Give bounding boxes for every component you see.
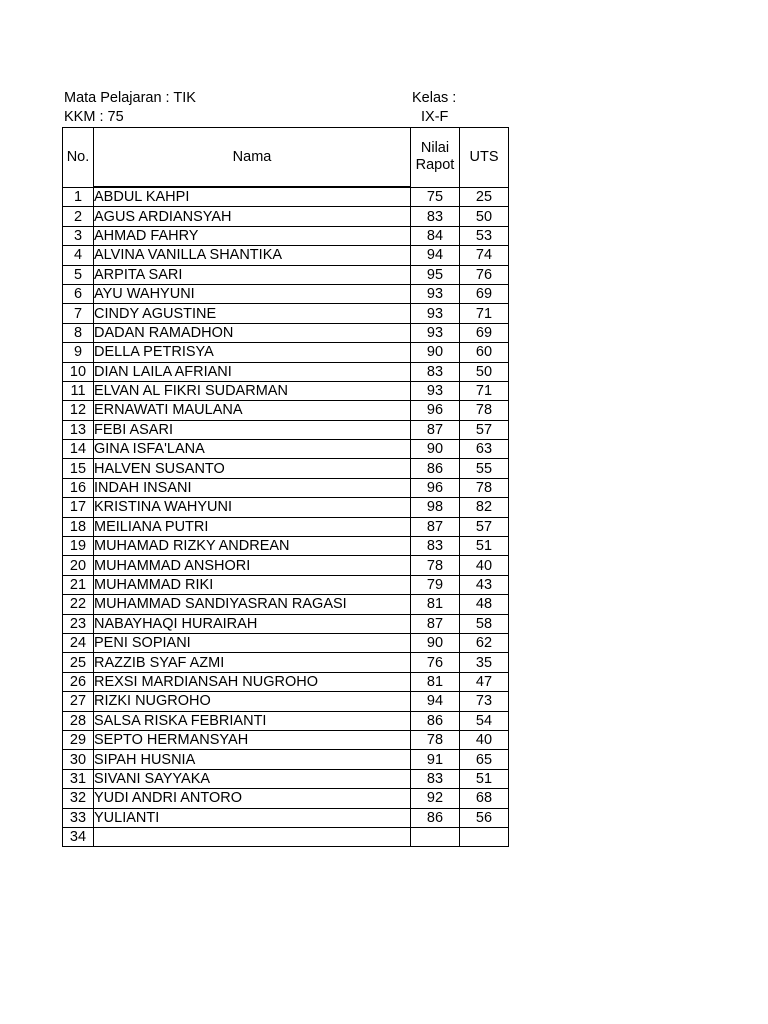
cell-no: 30 bbox=[63, 750, 94, 769]
cell-no: 19 bbox=[63, 537, 94, 556]
cell-rapot bbox=[411, 827, 460, 846]
cell-no: 32 bbox=[63, 789, 94, 808]
cell-uts: 73 bbox=[460, 692, 509, 711]
cell-name: NABAYHAQI HURAIRAH bbox=[94, 614, 411, 633]
cell-uts: 58 bbox=[460, 614, 509, 633]
cell-no: 25 bbox=[63, 653, 94, 672]
cell-rapot: 93 bbox=[411, 304, 460, 323]
cell-rapot: 83 bbox=[411, 537, 460, 556]
cell-name: MUHAMMAD RIKI bbox=[94, 575, 411, 594]
table-row bbox=[63, 207, 509, 226]
cell-name: DIAN LAILA AFRIANI bbox=[94, 362, 411, 381]
cell-rapot: 87 bbox=[411, 517, 460, 536]
cell-uts: 50 bbox=[460, 362, 509, 381]
table-row bbox=[63, 284, 509, 303]
cell-name: PENI SOPIANI bbox=[94, 633, 411, 652]
cell-name: AGUS ARDIANSYAH bbox=[94, 207, 411, 226]
cell-rapot: 79 bbox=[411, 575, 460, 594]
cell-name: YULIANTI bbox=[94, 808, 411, 827]
cell-no: 31 bbox=[63, 769, 94, 788]
table-row bbox=[63, 362, 509, 381]
cell-rapot: 90 bbox=[411, 633, 460, 652]
cell-no: 12 bbox=[63, 401, 94, 420]
cell-uts: 54 bbox=[460, 711, 509, 730]
table-row bbox=[63, 750, 509, 769]
table-row bbox=[63, 595, 509, 614]
cell-no: 20 bbox=[63, 556, 94, 575]
cell-name bbox=[94, 827, 411, 846]
grades-table bbox=[62, 127, 509, 847]
cell-uts: 57 bbox=[460, 517, 509, 536]
table-row bbox=[63, 517, 509, 536]
cell-no: 7 bbox=[63, 304, 94, 323]
cell-name: HALVEN SUSANTO bbox=[94, 459, 411, 478]
table-row bbox=[63, 401, 509, 420]
cell-name: ARPITA SARI bbox=[94, 265, 411, 284]
class-label: Kelas : bbox=[412, 90, 457, 106]
cell-uts: 47 bbox=[460, 672, 509, 691]
cell-uts: 53 bbox=[460, 226, 509, 245]
table-row bbox=[63, 323, 509, 342]
table-row bbox=[63, 478, 509, 497]
cell-uts: 69 bbox=[460, 284, 509, 303]
cell-no: 34 bbox=[63, 827, 94, 846]
cell-no: 24 bbox=[63, 633, 94, 652]
cell-no: 33 bbox=[63, 808, 94, 827]
cell-rapot: 96 bbox=[411, 401, 460, 420]
cell-no: 17 bbox=[63, 498, 94, 517]
cell-name: ERNAWATI MAULANA bbox=[94, 401, 411, 420]
table-row bbox=[63, 672, 509, 691]
cell-rapot: 92 bbox=[411, 789, 460, 808]
cell-no: 26 bbox=[63, 672, 94, 691]
cell-rapot: 94 bbox=[411, 692, 460, 711]
cell-no: 21 bbox=[63, 575, 94, 594]
cell-uts: 78 bbox=[460, 478, 509, 497]
cell-uts: 78 bbox=[460, 401, 509, 420]
table-row bbox=[63, 556, 509, 575]
cell-uts: 56 bbox=[460, 808, 509, 827]
table-row bbox=[63, 575, 509, 594]
cell-no: 8 bbox=[63, 323, 94, 342]
cell-uts: 82 bbox=[460, 498, 509, 517]
cell-rapot: 86 bbox=[411, 808, 460, 827]
table-row bbox=[63, 614, 509, 633]
cell-rapot: 93 bbox=[411, 381, 460, 400]
table-row bbox=[63, 653, 509, 672]
cell-rapot: 83 bbox=[411, 362, 460, 381]
cell-no: 9 bbox=[63, 343, 94, 362]
cell-uts: 50 bbox=[460, 207, 509, 226]
cell-rapot: 95 bbox=[411, 265, 460, 284]
cell-uts: 40 bbox=[460, 556, 509, 575]
cell-rapot: 75 bbox=[411, 187, 460, 207]
cell-uts: 48 bbox=[460, 595, 509, 614]
cell-name: MUHAMMAD SANDIYASRAN RAGASI bbox=[94, 595, 411, 614]
cell-name: SIPAH HUSNIA bbox=[94, 750, 411, 769]
cell-name: DELLA PETRISYA bbox=[94, 343, 411, 362]
cell-uts: 74 bbox=[460, 246, 509, 265]
table-body bbox=[63, 187, 509, 847]
cell-no: 14 bbox=[63, 440, 94, 459]
cell-uts: 57 bbox=[460, 420, 509, 439]
cell-name: DADAN RAMADHON bbox=[94, 323, 411, 342]
cell-name: MUHAMMAD ANSHORI bbox=[94, 556, 411, 575]
cell-no: 15 bbox=[63, 459, 94, 478]
cell-name: INDAH INSANI bbox=[94, 478, 411, 497]
cell-no: 28 bbox=[63, 711, 94, 730]
cell-no: 29 bbox=[63, 730, 94, 749]
cell-rapot: 83 bbox=[411, 769, 460, 788]
cell-rapot: 93 bbox=[411, 284, 460, 303]
cell-name: YUDI ANDRI ANTORO bbox=[94, 789, 411, 808]
table-row bbox=[63, 343, 509, 362]
cell-uts: 68 bbox=[460, 789, 509, 808]
table-row bbox=[63, 246, 509, 265]
column-header-rapot: Nilai Rapot bbox=[411, 128, 460, 188]
cell-uts: 60 bbox=[460, 343, 509, 362]
table-row bbox=[63, 537, 509, 556]
cell-rapot: 86 bbox=[411, 711, 460, 730]
cell-name: RAZZIB SYAF AZMI bbox=[94, 653, 411, 672]
cell-rapot: 81 bbox=[411, 672, 460, 691]
cell-name: REXSI MARDIANSAH NUGROHO bbox=[94, 672, 411, 691]
cell-no: 4 bbox=[63, 246, 94, 265]
cell-rapot: 87 bbox=[411, 420, 460, 439]
cell-uts: 76 bbox=[460, 265, 509, 284]
cell-rapot: 91 bbox=[411, 750, 460, 769]
cell-name: SIVANI SAYYAKA bbox=[94, 769, 411, 788]
cell-name: KRISTINA WAHYUNI bbox=[94, 498, 411, 517]
cell-uts: 40 bbox=[460, 730, 509, 749]
table-row bbox=[63, 187, 509, 207]
cell-uts: 71 bbox=[460, 381, 509, 400]
cell-uts: 35 bbox=[460, 653, 509, 672]
cell-name: FEBI ASARI bbox=[94, 420, 411, 439]
cell-uts: 69 bbox=[460, 323, 509, 342]
cell-name: ALVINA VANILLA SHANTIKA bbox=[94, 246, 411, 265]
cell-rapot: 87 bbox=[411, 614, 460, 633]
cell-rapot: 84 bbox=[411, 226, 460, 245]
cell-no: 11 bbox=[63, 381, 94, 400]
cell-uts: 62 bbox=[460, 633, 509, 652]
cell-name: AYU WAHYUNI bbox=[94, 284, 411, 303]
cell-no: 18 bbox=[63, 517, 94, 536]
cell-rapot: 81 bbox=[411, 595, 460, 614]
cell-uts: 65 bbox=[460, 750, 509, 769]
table-row bbox=[63, 730, 509, 749]
table-row bbox=[63, 711, 509, 730]
column-header-no: No. bbox=[63, 128, 94, 188]
cell-name: ELVAN AL FIKRI SUDARMAN bbox=[94, 381, 411, 400]
cell-rapot: 86 bbox=[411, 459, 460, 478]
cell-no: 1 bbox=[63, 187, 94, 207]
cell-no: 16 bbox=[63, 478, 94, 497]
cell-rapot: 96 bbox=[411, 478, 460, 497]
table-header-row bbox=[63, 128, 509, 188]
cell-rapot: 76 bbox=[411, 653, 460, 672]
cell-rapot: 94 bbox=[411, 246, 460, 265]
kkm-label: KKM : 75 bbox=[64, 109, 124, 125]
cell-uts: 63 bbox=[460, 440, 509, 459]
cell-name: AHMAD FAHRY bbox=[94, 226, 411, 245]
table-row bbox=[63, 498, 509, 517]
cell-no: 6 bbox=[63, 284, 94, 303]
table-row bbox=[63, 420, 509, 439]
cell-name: GINA ISFA'LANA bbox=[94, 440, 411, 459]
table-row bbox=[63, 304, 509, 323]
table-row bbox=[63, 440, 509, 459]
table-row bbox=[63, 226, 509, 245]
class-value: IX-F bbox=[421, 109, 449, 125]
column-header-name: Nama bbox=[94, 128, 411, 188]
table-row bbox=[63, 808, 509, 827]
cell-uts: 71 bbox=[460, 304, 509, 323]
cell-name: MUHAMAD RIZKY ANDREAN bbox=[94, 537, 411, 556]
subject-label: Mata Pelajaran : TIK bbox=[64, 90, 196, 106]
cell-rapot: 83 bbox=[411, 207, 460, 226]
table-row bbox=[63, 633, 509, 652]
cell-name: CINDY AGUSTINE bbox=[94, 304, 411, 323]
cell-rapot: 90 bbox=[411, 440, 460, 459]
cell-rapot: 78 bbox=[411, 730, 460, 749]
table-row bbox=[63, 459, 509, 478]
cell-uts: 43 bbox=[460, 575, 509, 594]
cell-no: 13 bbox=[63, 420, 94, 439]
cell-uts: 55 bbox=[460, 459, 509, 478]
cell-rapot: 78 bbox=[411, 556, 460, 575]
cell-rapot: 90 bbox=[411, 343, 460, 362]
cell-uts bbox=[460, 827, 509, 846]
cell-name: SALSA RISKA FEBRIANTI bbox=[94, 711, 411, 730]
cell-name: MEILIANA PUTRI bbox=[94, 517, 411, 536]
cell-name: RIZKI NUGROHO bbox=[94, 692, 411, 711]
cell-name: ABDUL KAHPI bbox=[94, 187, 411, 207]
cell-rapot: 98 bbox=[411, 498, 460, 517]
cell-no: 2 bbox=[63, 207, 94, 226]
cell-name: SEPTO HERMANSYAH bbox=[94, 730, 411, 749]
cell-uts: 25 bbox=[460, 187, 509, 207]
table-row bbox=[63, 769, 509, 788]
cell-no: 23 bbox=[63, 614, 94, 633]
cell-no: 3 bbox=[63, 226, 94, 245]
cell-no: 27 bbox=[63, 692, 94, 711]
cell-no: 5 bbox=[63, 265, 94, 284]
table-row bbox=[63, 789, 509, 808]
cell-no: 10 bbox=[63, 362, 94, 381]
cell-rapot: 93 bbox=[411, 323, 460, 342]
table-row bbox=[63, 827, 509, 846]
table-row bbox=[63, 265, 509, 284]
cell-uts: 51 bbox=[460, 537, 509, 556]
cell-uts: 51 bbox=[460, 769, 509, 788]
cell-no: 22 bbox=[63, 595, 94, 614]
column-header-uts: UTS bbox=[460, 128, 509, 188]
table-row bbox=[63, 381, 509, 400]
table-row bbox=[63, 692, 509, 711]
